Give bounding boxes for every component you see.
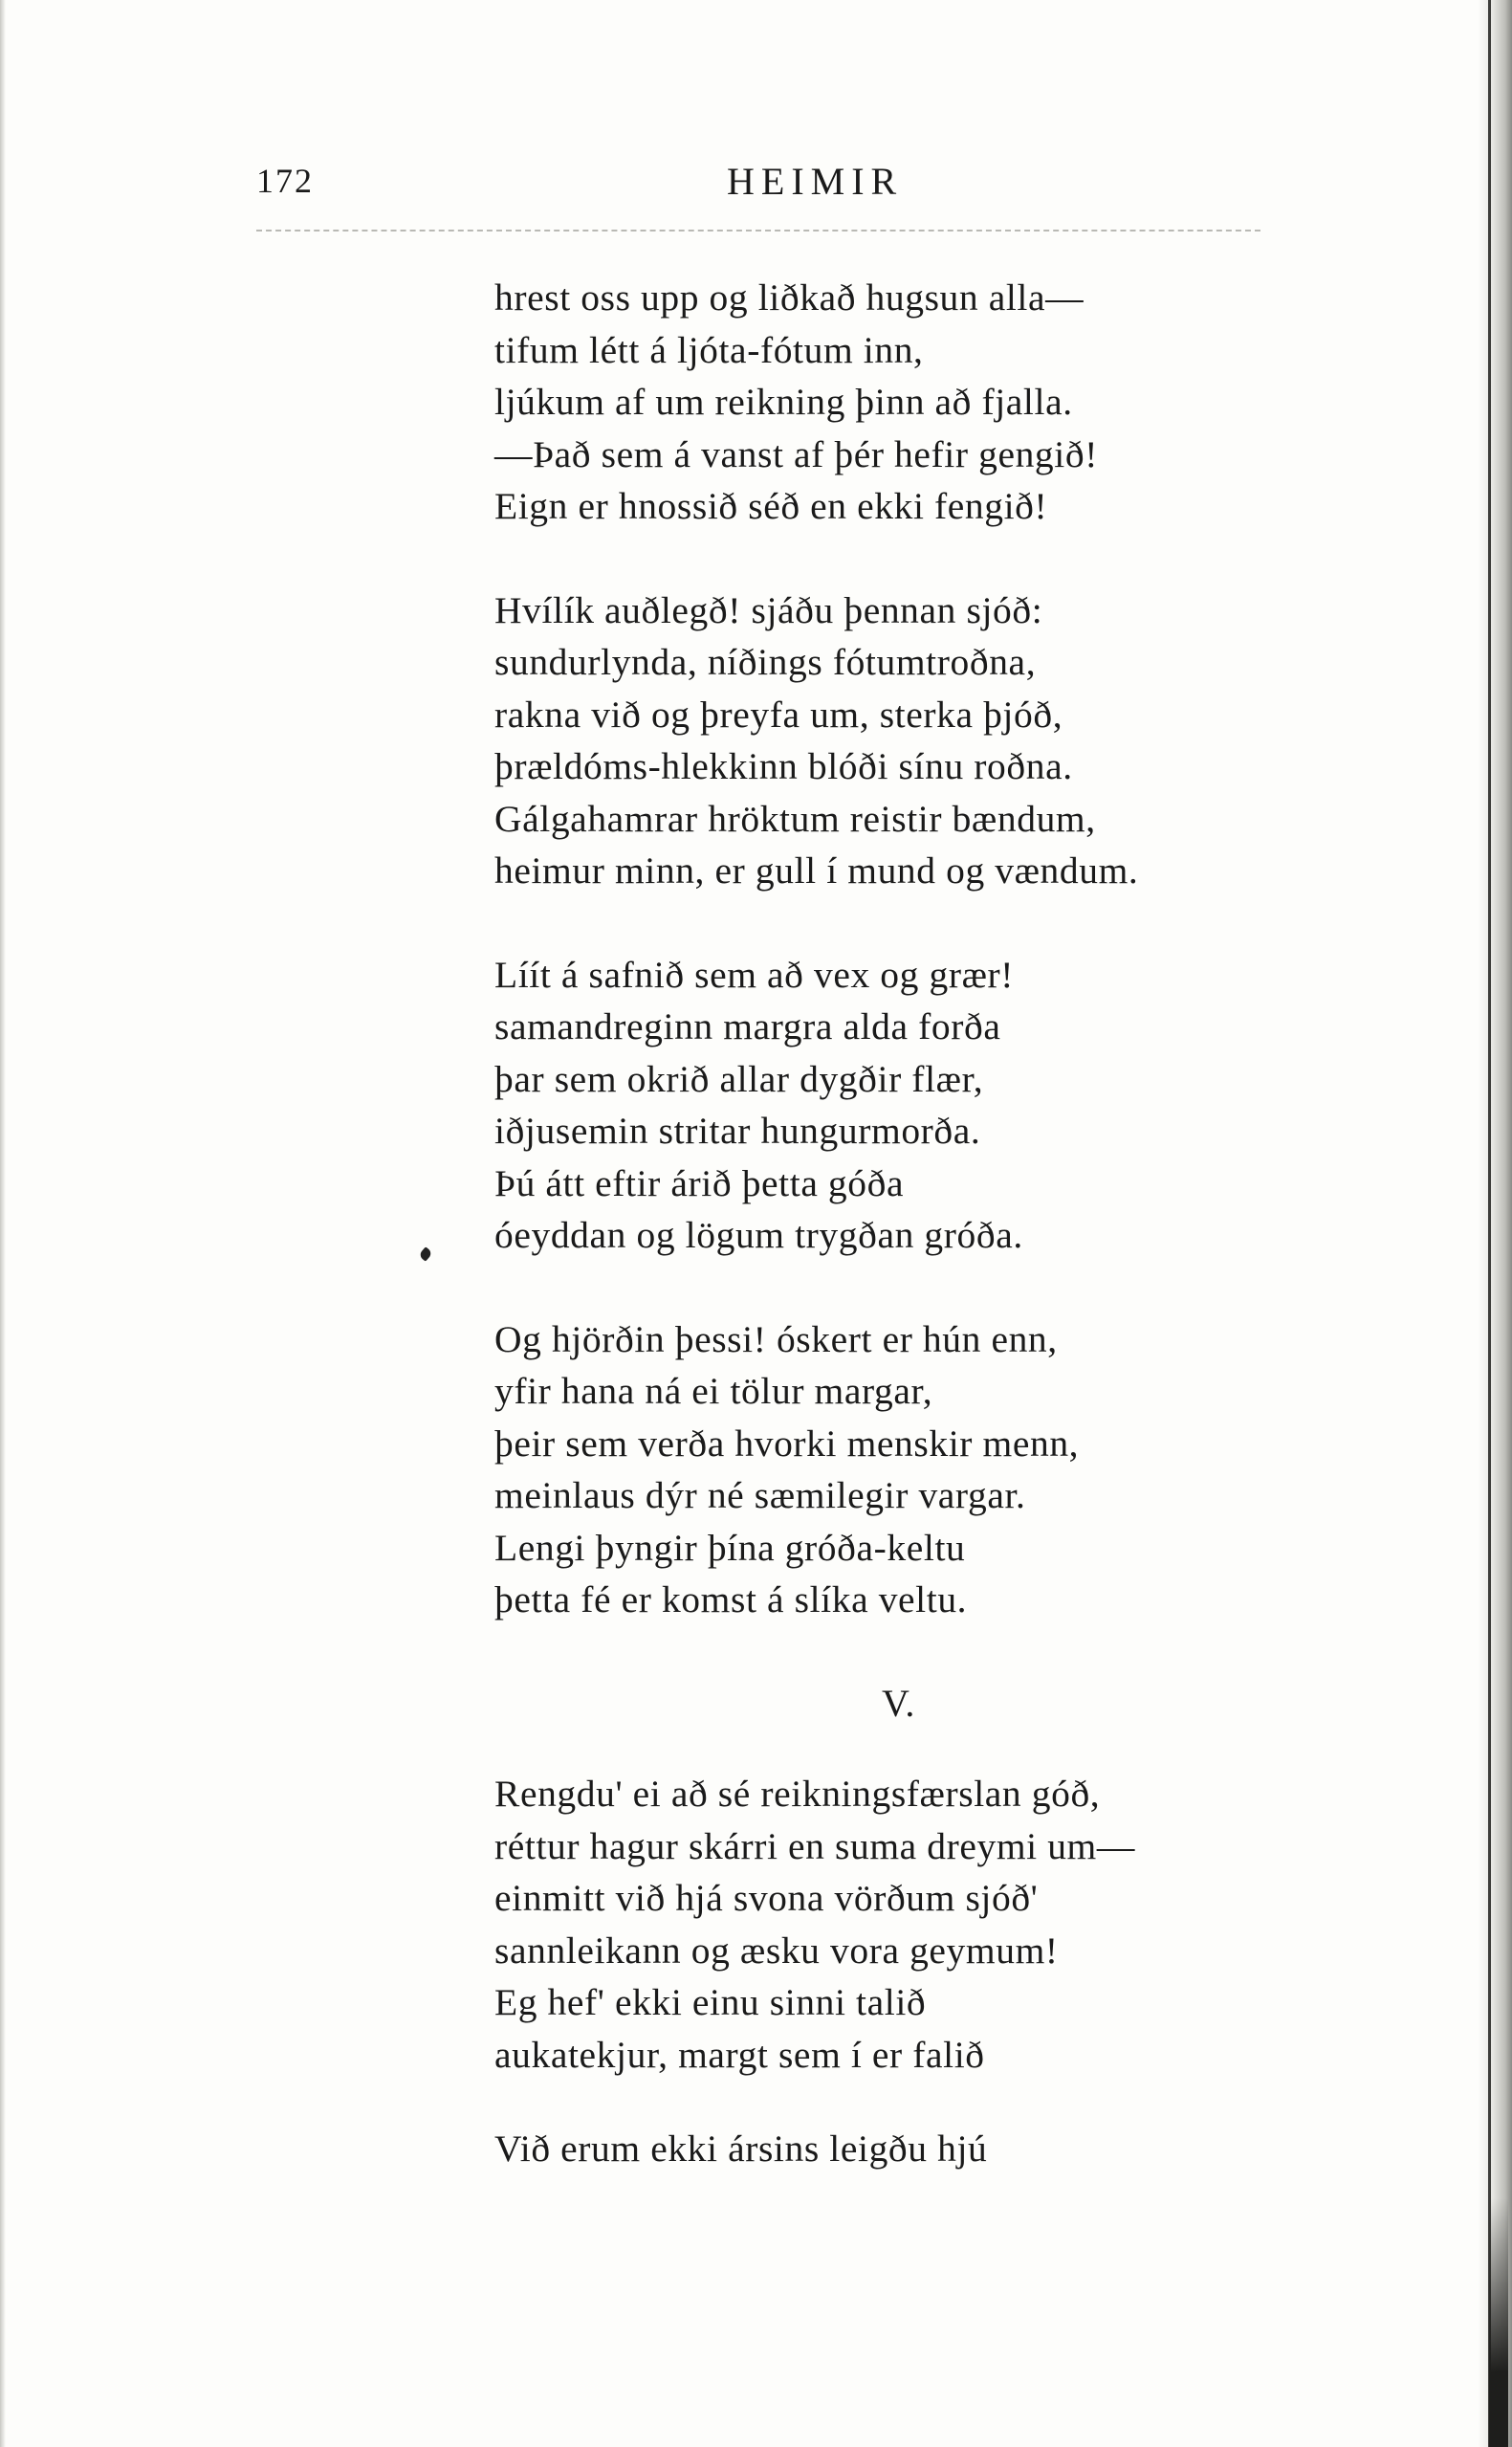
poem-line: réttur hagur skárri en suma dreymi um— (494, 1824, 1135, 1867)
poem-line: Þú átt eftir árið þetta góða (494, 1161, 905, 1204)
stanza (494, 2123, 1413, 2175)
poem-line: þeir sem verða hvorki menskir menn, (494, 1422, 1080, 1465)
stanza (494, 949, 1413, 1262)
poem-line: óeyddan og lögum trygðan gróða. (494, 1214, 1023, 1256)
poem-line: Við erum ekki ársins leigðu hjú (494, 2127, 988, 2170)
poem-line: meinlaus dýr né sæmilegir vargar. (494, 1474, 1026, 1516)
book-spine-shadow (1478, 0, 1512, 2447)
stanza (494, 1313, 1413, 1626)
page-number: 172 (256, 162, 314, 200)
book-gutter-line (1488, 0, 1491, 2447)
poem-body (494, 272, 1413, 2227)
poem-line: Og hjörðin þessi! óskert er hún enn, (494, 1317, 1058, 1360)
poem-line: Líít á safnið sem að vex og grær! (494, 953, 1015, 996)
poem-line: þar sem okrið allar dygðir flær, (494, 1057, 984, 1100)
header-rule (256, 230, 1260, 231)
poem-line: þrældóms-hlekkinn blóði sínu roðna. (494, 745, 1073, 787)
poem-line: Eg hef' ekki einu sinni talið (494, 1981, 927, 2023)
stanza (494, 584, 1413, 897)
poem-line: rakna við og þreyfa um, sterka þjóð, (494, 693, 1063, 736)
poem-line: yfir hana ná ei tölur margar, (494, 1370, 933, 1412)
poem-line: Lengi þyngir þína gróða-keltu (494, 1526, 966, 1569)
book-gutter-corner (1489, 2198, 1508, 2447)
ink-speck (418, 1246, 432, 1262)
poem-line: —Það sem á vanst af þér hefir gengið! (494, 432, 1098, 475)
section-number: V. (882, 1681, 915, 1725)
page-left-edge (0, 0, 6, 2447)
running-head: HEIMIR (727, 160, 904, 203)
poem-line: heimur minn, er gull í mund og vændum. (494, 849, 1139, 892)
poem-line: samandreginn margra alda forða (494, 1005, 1001, 1047)
poem-line: sannleikann og æsku vora geymum! (494, 1929, 1059, 1972)
poem-line: Eign er hnossið séð en ekki fengið! (494, 485, 1048, 527)
poem-line: Hvílík auðlegð! sjáðu þennan sjóð: (494, 588, 1043, 631)
poem-line: Gálgahamrar hröktum reistir bændum, (494, 797, 1096, 840)
stanza (494, 272, 1413, 533)
poem-line: tifum létt á ljóta-fótum inn, (494, 328, 924, 371)
poem-line: Rengdu' ei að sé reikningsfærslan góð, (494, 1773, 1101, 1815)
poem-line: hrest oss upp og liðkað hugsun alla— (494, 276, 1085, 319)
poem-line: þetta fé er komst á slíka veltu. (494, 1578, 968, 1620)
poem-line: iðjusemin stritar hungurmorða. (494, 1110, 981, 1152)
poem-line: sundurlynda, níðings fótumtroðna, (494, 641, 1037, 683)
poem-line: einmitt við hjá svona vörðum sjóð' (494, 1877, 1039, 1919)
stanza (494, 1768, 1413, 2081)
poem-line: aukatekjur, margt sem í er falið (494, 2033, 985, 2076)
poem-line: ljúkum af um reikning þinn að fjalla. (494, 381, 1073, 423)
